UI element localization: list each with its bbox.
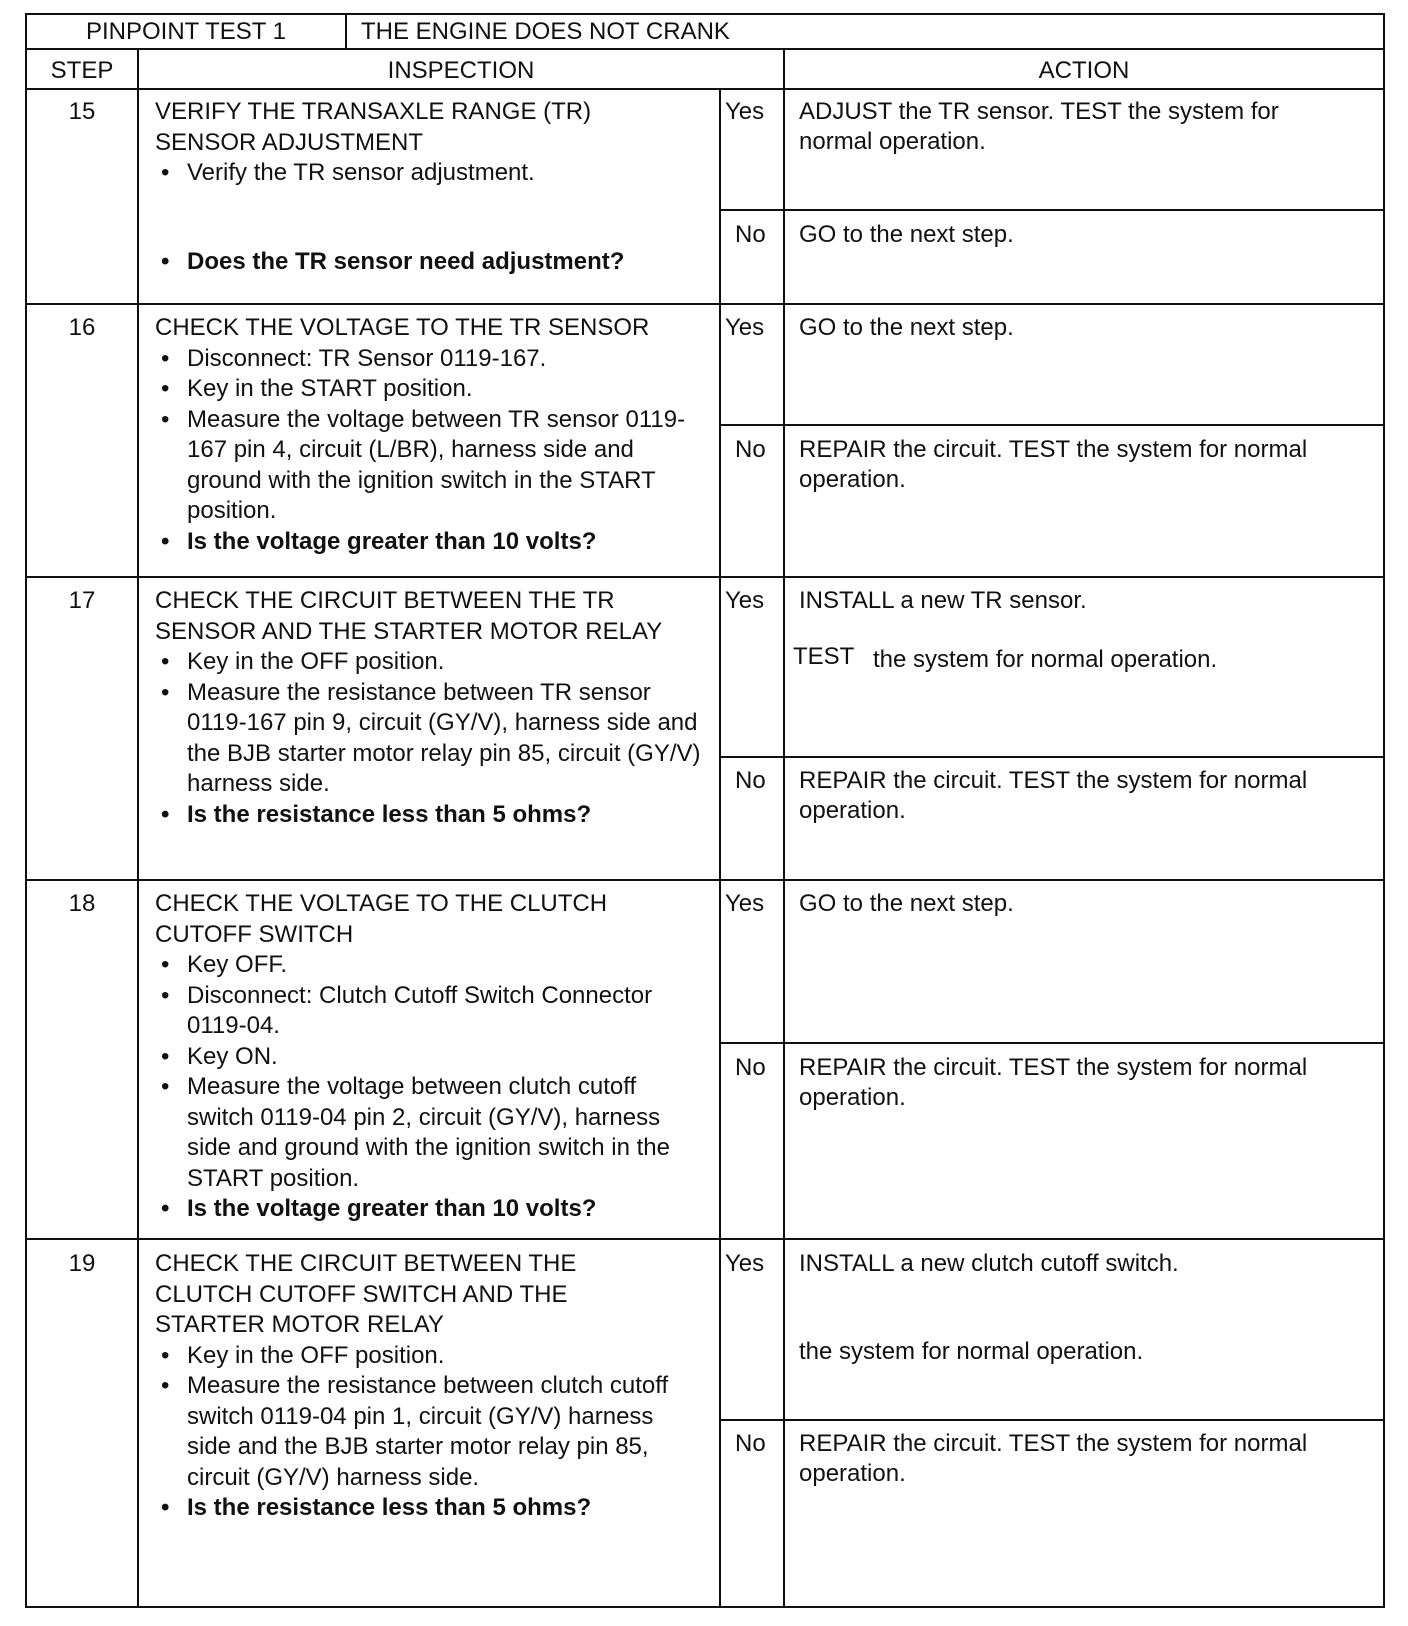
- rule-column-header: [27, 88, 1383, 90]
- step-title: CHECK THE CIRCUIT BETWEEN THE CLUTCH CUTOFF SWITCH AND THE STARTER MOTOR RELAY: [155, 1250, 577, 1338]
- inspection-question: • Is the resistance less than 5 ohms?: [155, 800, 715, 831]
- pinpoint-test-table: [25, 13, 1385, 1608]
- step-title: CHECK THE CIRCUIT BETWEEN THE TR SENSOR AND THE STARTER MOTOR RELAY: [155, 587, 663, 645]
- yes-label: Yes: [725, 98, 765, 125]
- column-header-step: STEP: [50, 57, 114, 84]
- yes-action-test-word: TEST: [793, 643, 855, 670]
- step-number: 15: [68, 98, 96, 125]
- rule-inspection-column: [783, 48, 785, 1606]
- yes-label: Yes: [725, 587, 765, 614]
- column-header-inspection: INSPECTION: [387, 57, 535, 84]
- step-19-inspection: [155, 1249, 715, 1524]
- no-action: REPAIR the circuit. TEST the system for normal operation.: [799, 1054, 1308, 1111]
- no-action: REPAIR the circuit. TEST the system for normal operation.: [799, 1430, 1308, 1487]
- test-title: THE ENGINE DOES NOT CRANK: [361, 18, 730, 45]
- rule-step-19-yes-no: [719, 1419, 1383, 1421]
- no-label: No: [735, 1430, 766, 1457]
- rule-step-16-end: [27, 576, 1383, 578]
- inspection-question: • Is the voltage greater than 10 volts?: [155, 1194, 715, 1225]
- yes-label: Yes: [725, 314, 765, 341]
- inspection-question: • Does the TR sensor need adjustment?: [155, 247, 715, 278]
- inspection-bullet: • Key in the OFF position.: [155, 1341, 715, 1372]
- step-17-inspection: [155, 586, 715, 830]
- inspection-bullet: • Measure the resistance between TR sensor 0119-167 pin 9, circuit (GY/V), harness side and the BJB starter motor relay pin 85, circuit (GY/V) harness side.: [155, 678, 715, 800]
- inspection-question: • Is the resistance less than 5 ohms?: [155, 1493, 715, 1524]
- inspection-bullet: • Measure the voltage between clutch cutoff switch 0119-04 pin 2, circuit (GY/V), harness side and ground with the ignition switch in the START position.: [155, 1072, 715, 1194]
- inspection-bullet: • Key ON.: [155, 1042, 715, 1073]
- rule-step-17-end: [27, 879, 1383, 881]
- rule-title-divider: [345, 15, 347, 48]
- yes-action-continued: the system for normal operation.: [799, 1338, 1144, 1365]
- rule-step-15-yes-no: [719, 209, 1383, 211]
- inspection-bullet: • Disconnect: Clutch Cutoff Switch Connector 0119-04.: [155, 981, 715, 1042]
- yes-label: Yes: [725, 890, 765, 917]
- inspection-bullet: • Disconnect: TR Sensor 0119-167.: [155, 344, 715, 375]
- rule-step-15-end: [27, 303, 1383, 305]
- rule-step-column: [137, 48, 139, 1606]
- yes-action: GO to the next step.: [799, 890, 1014, 917]
- step-18-inspection: [155, 889, 715, 1225]
- step-title: CHECK THE VOLTAGE TO THE TR SENSOR: [155, 314, 650, 341]
- no-label: No: [735, 767, 766, 794]
- inspection-question: • Is the voltage greater than 10 volts?: [155, 527, 715, 558]
- rule-step-18-yes-no: [719, 1042, 1383, 1044]
- yes-action: INSTALL a new clutch cutoff switch.: [799, 1250, 1179, 1277]
- rule-step-17-yes-no: [719, 756, 1383, 758]
- step-title: CHECK THE VOLTAGE TO THE CLUTCH CUTOFF SWITCH: [155, 890, 608, 948]
- step-15-inspection: [155, 97, 715, 277]
- step-number: 17: [68, 587, 96, 614]
- rule-header: [27, 48, 1383, 50]
- yes-label: Yes: [725, 1250, 765, 1277]
- rule-step-16-yes-no: [719, 424, 1383, 426]
- no-label: No: [735, 1054, 766, 1081]
- yes-action: GO to the next step.: [799, 314, 1014, 341]
- no-label: No: [735, 221, 766, 248]
- inspection-bullet: • Key in the START position.: [155, 374, 715, 405]
- yes-action-continued: the system for normal operation.: [873, 646, 1218, 673]
- no-action: REPAIR the circuit. TEST the system for normal operation.: [799, 767, 1308, 824]
- yes-action: INSTALL a new TR sensor.: [799, 587, 1087, 614]
- inspection-bullet: • Key in the OFF position.: [155, 647, 715, 678]
- inspection-bullet: • Key OFF.: [155, 950, 715, 981]
- no-label: No: [735, 436, 766, 463]
- inspection-bullet: • Measure the voltage between TR sensor 0119-167 pin 4, circuit (L/BR), harness side and ground with the ignition switch in the START position.: [155, 405, 715, 527]
- step-title: VERIFY THE TRANSAXLE RANGE (TR) SENSOR ADJUSTMENT: [155, 98, 592, 156]
- test-name: PINPOINT TEST 1: [85, 18, 287, 45]
- yes-action: ADJUST the TR sensor. TEST the system for normal operation.: [799, 98, 1279, 155]
- step-number: 19: [68, 1250, 96, 1277]
- step-number: 18: [68, 890, 96, 917]
- rule-yes-no-column: [719, 88, 721, 1606]
- step-16-inspection: [155, 313, 715, 557]
- no-action: REPAIR the circuit. TEST the system for normal operation.: [799, 436, 1308, 493]
- inspection-bullet: • Verify the TR sensor adjustment.: [155, 158, 715, 189]
- column-header-action: ACTION: [1038, 57, 1130, 84]
- step-number: 16: [68, 314, 96, 341]
- inspection-bullet: • Measure the resistance between clutch cutoff switch 0119-04 pin 1, circuit (GY/V) harness side and the BJB starter motor relay pin 85, circuit (GY/V) harness side.: [155, 1371, 715, 1493]
- rule-step-18-end: [27, 1238, 1383, 1240]
- no-action: GO to the next step.: [799, 221, 1014, 248]
